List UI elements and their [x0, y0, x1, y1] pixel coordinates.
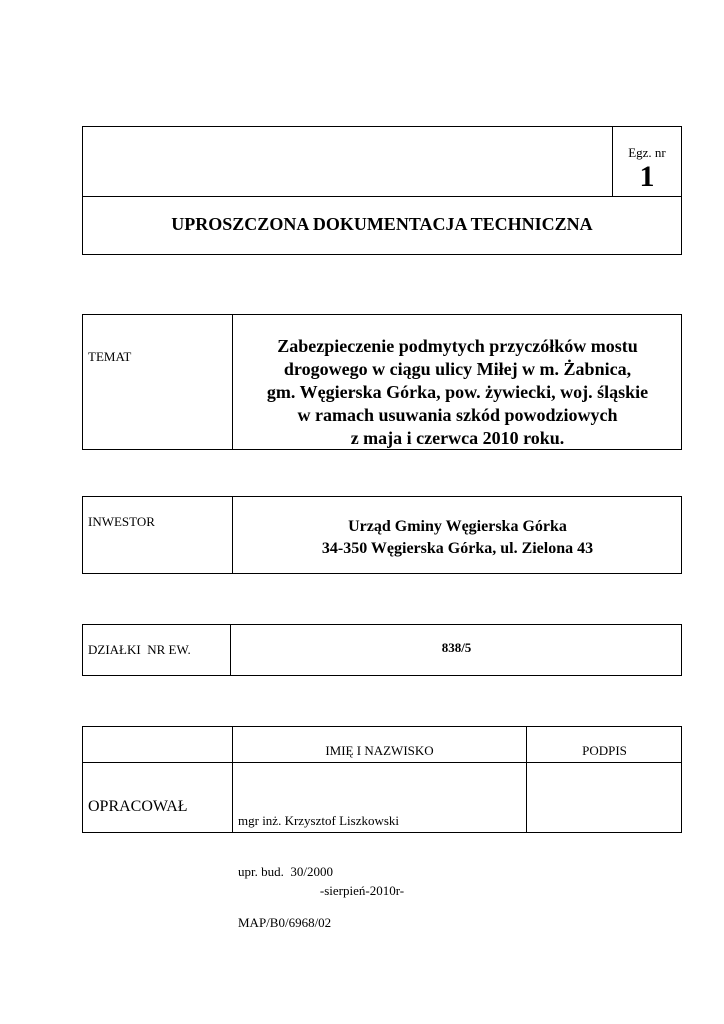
opracowal-header-divider — [82, 762, 682, 763]
document-title: UPROSZCZONA DOKUMENTACJA TECHNICZNA — [171, 214, 593, 234]
inwestor-label: INWESTOR — [88, 514, 155, 529]
header-box — [82, 126, 682, 255]
copy-number: 1 — [639, 160, 655, 193]
inwestor-content — [233, 516, 682, 560]
inwestor-line: 34-350 Węgierska Górka, ul. Zielona 43 — [321, 540, 594, 557]
footer-date: -sierpień-2010r- — [319, 883, 405, 898]
copy-label: Egz. nr — [628, 145, 666, 160]
author-details — [238, 778, 399, 948]
temat-line: gm. Węgierska Górka, pow. żywiecki, woj. śląskie — [266, 382, 649, 402]
author-line: mgr inż. Krzysztof Liszkowski — [238, 813, 400, 828]
temat-content — [233, 335, 682, 450]
dzialki-value: 838/5 — [441, 640, 472, 655]
signature-column-header: PODPIS — [582, 743, 627, 758]
dzialki-label: DZIAŁKI NR EW. — [88, 642, 191, 657]
temat-line: drogowego w ciągu ulicy Miłej w m. Żabnica, — [283, 359, 632, 379]
name-column-header: IMIĘ I NAZWISKO — [325, 743, 434, 758]
temat-line: Zabezpieczenie podmytych przyczółków mostu — [277, 336, 638, 356]
temat-label: TEMAT — [88, 349, 132, 364]
opracowal-label: OPRACOWAŁ — [88, 798, 188, 815]
inwestor-line: Urząd Gminy Węgierska Górka — [348, 518, 567, 535]
temat-line: w ramach usuwania szkód powodziowych — [297, 405, 618, 425]
author-line: upr. bud. 30/2000 — [238, 864, 333, 879]
header-divider — [82, 196, 682, 197]
temat-line: z maja i czerwca 2010 roku. — [350, 428, 565, 448]
author-line: MAP/B0/6968/02 — [238, 915, 332, 930]
